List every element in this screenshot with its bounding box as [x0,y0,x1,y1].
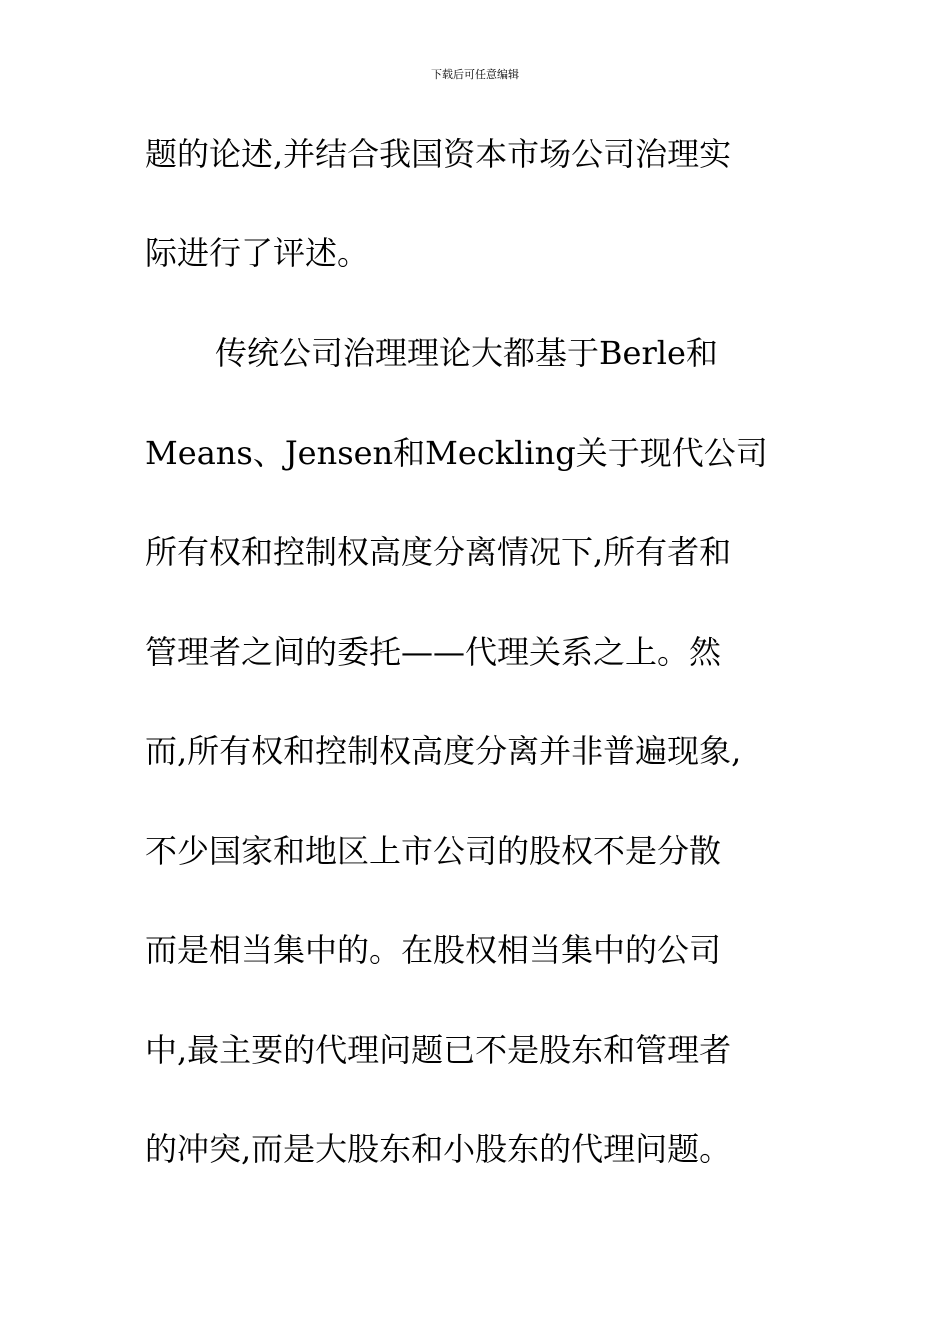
text-line: 所有权和控制权高度分离情况下,所有者和 [145,533,732,571]
text-line: 际进行了评述。 [145,234,370,272]
paragraph-first-line: 传统公司治理理论大都基于Berle和 [215,334,718,372]
text-line: 管理者之间的委托——代理关系之上。然 [145,633,722,671]
text-line: 的冲突,而是大股东和小股东的代理问题。 [145,1130,732,1168]
header-note: 下载后可任意编辑 [431,68,519,81]
text-line: 而,所有权和控制权高度分离并非普遍现象, [145,732,742,770]
text-line: 不少国家和地区上市公司的股权不是分散 [145,832,722,870]
text-line: 中,最主要的代理问题已不是股东和管理者 [145,1031,732,1069]
text-line: 题的论述,并结合我国资本市场公司治理实 [145,135,732,173]
text-line: 而是相当集中的。在股权相当集中的公司 [145,931,722,969]
text-line: Means、Jensen和Meckling关于现代公司 [145,434,768,472]
